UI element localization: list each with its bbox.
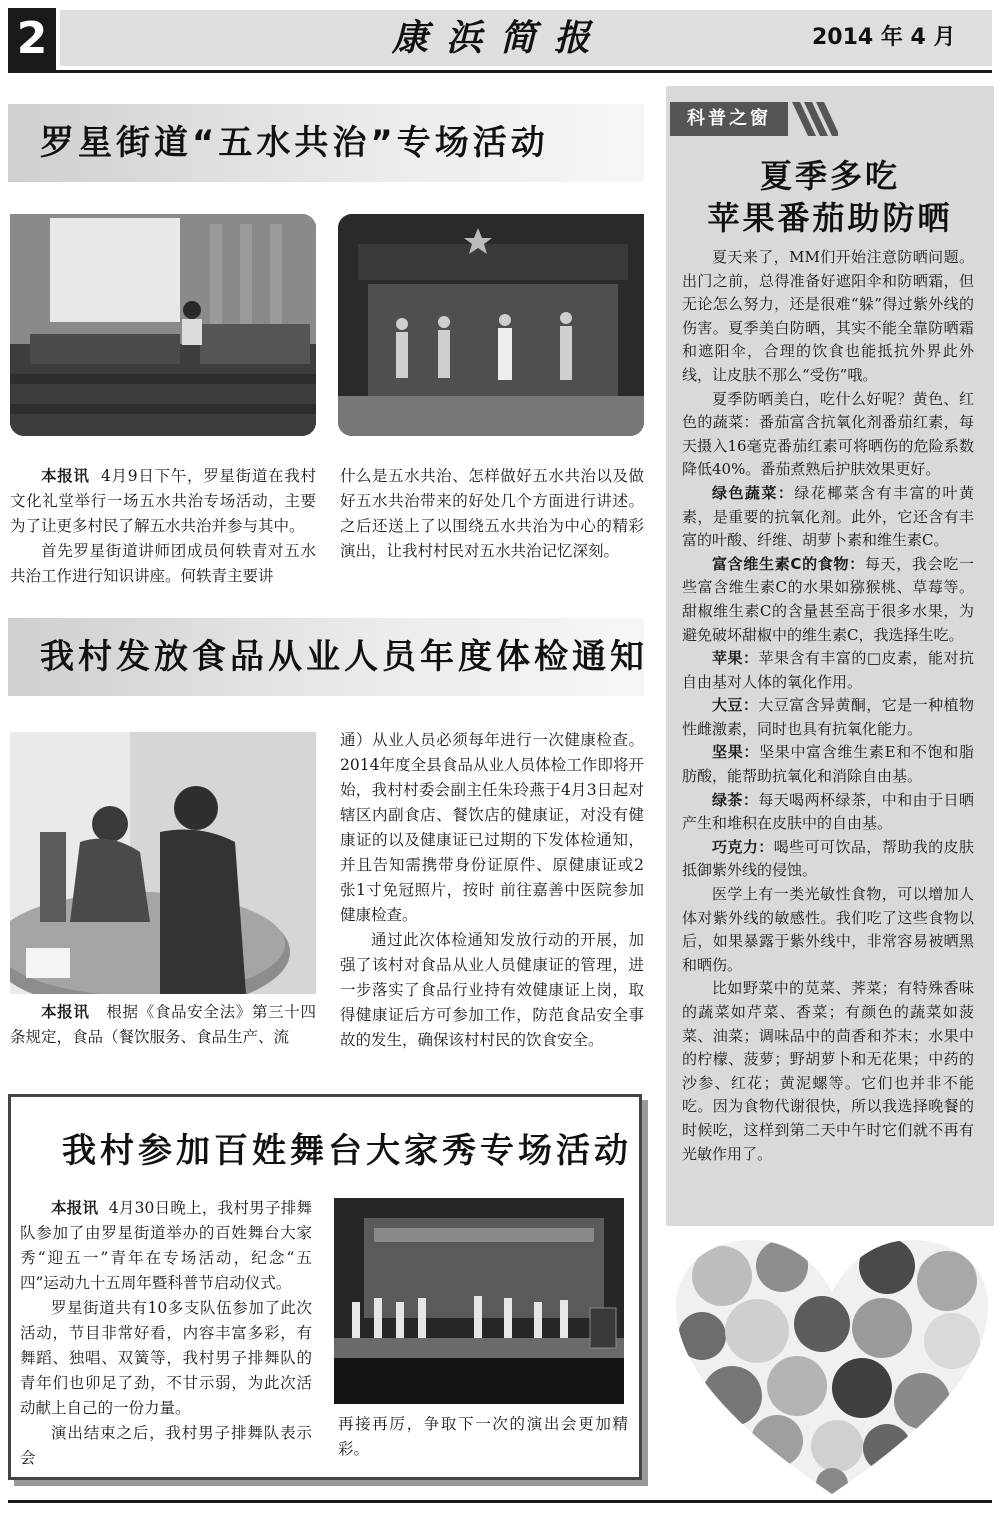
- article2-byline: 本报讯: [41, 1003, 90, 1021]
- signing-documents-photo: [10, 732, 316, 994]
- page-number: 2: [8, 8, 56, 70]
- sidebar-item-label: 绿色蔬菜：: [712, 483, 795, 502]
- sidebar-item-text: 每天喝两杯绿茶，中和由于日晒产生和堆积在皮肤中的自由基。: [682, 790, 974, 833]
- article3-col1: [20, 1196, 312, 1471]
- sidebar-item-text: 苹果含有丰富的□皮素，能对抗自由基对人体的氧化作用。: [682, 649, 974, 691]
- article1-para3: 什么是五水共治、怎样做好五水共治以及做好五水共治带来的好处几个方面进行讲述。之后还送上了以围绕五水共治为中心的精彩演出，让我村村民对五水共治记忆深刻。: [340, 467, 644, 560]
- paper-name: 康浜简报: [391, 17, 608, 59]
- sidebar-para2: 夏季防晒美白，吃什么好呢？黄色、红色的蔬菜：番茄富含抗氧化剂番茄红素，每天摄入16毫克番茄红素可将晒伤的危险系数降低40%。番茄煮熟后护肤效果更好。: [682, 389, 974, 479]
- sidebar-item-label: 苹果：: [712, 649, 759, 668]
- lecture-hall-photo: [10, 214, 316, 436]
- lecture-hall-photo-art: [10, 214, 316, 436]
- sidebar-para1: 夏天来了，MM们开始注意防晒问题。出门之前，总得准备好遮阳伞和防晒霜，但无论怎么努力，还是很难“躲”得过紫外线的伤害。夏季美白防晒，其实不能全靠防晒霜和遮阳伞，合理的饮食也能抵抗外界此外线，让皮肤不那么“受伤”哦。: [682, 248, 974, 384]
- sidebar-item-label: 绿茶：: [712, 790, 759, 809]
- sidebar-item: [682, 789, 974, 836]
- sidebar-item: [682, 741, 974, 788]
- article1-para1: 4月9日下午，罗星街道在我村文化礼堂举行一场五水共治专场活动，主要为了让更多村民了解五水共治并参与其中。: [10, 467, 316, 535]
- sidebar-item-text: 喝些可可饮品，帮助我的皮肤抵御紫外线的侵蚀。: [682, 837, 974, 880]
- sidebar-item: [682, 694, 974, 741]
- sidebar-item: [682, 553, 974, 647]
- sidebar-item-label: 富含维生素C的食物：: [712, 554, 865, 573]
- sidebar-item-label: 巧克力：: [712, 837, 774, 856]
- article1-col2: [340, 464, 644, 564]
- slash-icon: [790, 102, 838, 136]
- sidebar-item-label: 坚果：: [712, 743, 760, 762]
- article3-para2: 罗星街道共有10多支队伍参加了此次活动，节目非常好看，内容丰富多彩，有舞蹈、独唱、双簧等，我村男子排舞队的青年们也卯足了劲，不甘示弱，为此次活动献上自己的一份力量。: [20, 1299, 312, 1417]
- sidebar-item: [682, 647, 974, 694]
- article1-para2: 首先罗星街道讲师团成员何轶青对五水共治工作进行知识讲座。何轶青主要讲: [10, 542, 316, 585]
- article2-para2: 通）从业人员必须每年进行一次健康检查。2014年度全县食品从业人员体检工作即将开始，我村村委会副主任朱玲燕于4月3日起对辖区内副食店、餐饮店的健康证，对没有健康证的以及健康证已过期的下发体检通知，并且告知需携带身份证原件、原健康证或2张1寸免冠照片，按时 前往嘉善中医院参加健康检查。: [340, 731, 644, 924]
- article2-col1: [10, 1000, 316, 1050]
- article3-headline: 我村参加百姓舞台大家秀专场活动: [62, 1131, 632, 1171]
- article3-col2: [338, 1412, 628, 1462]
- sidebar-item-label: 大豆：: [712, 696, 759, 715]
- masthead-rule: [8, 70, 992, 73]
- sidebar-item: [682, 836, 974, 883]
- article2-col2: [340, 728, 644, 1053]
- sidebar-item: [682, 482, 974, 553]
- sidebar-item-text: 大豆富含异黄酮，它是一种植物性雌激素，同时也具有抗氧化能力。: [682, 696, 974, 738]
- article1-col1: [10, 464, 316, 589]
- article3-para3-cont: 再接再厉，争取下一次的演出会更加精彩。: [338, 1415, 628, 1458]
- issue-date: 2014 年 4 月: [812, 25, 956, 50]
- sidebar-title-line2: 苹果番茄助防晒: [707, 199, 953, 237]
- article1-headline: 罗星街道“五水共治”专场活动: [40, 123, 549, 163]
- sidebar-body: [682, 246, 974, 1166]
- sidebar-para3: 医学上有一类光敏性食物，可以增加人体对紫外线的敏感性。我们吃了这些食物以后，如果暴露于紫外线中，非常容易被晒黑和晒伤。: [682, 885, 974, 974]
- sidebar-tag: 科普之窗: [670, 102, 788, 136]
- sidebar-item-text: 绿花椰菜含有丰富的叶黄素，是重要的抗氧化剂。此外，它还含有丰富的叶酸、纤维、胡萝卜素和维生素C。: [682, 483, 974, 550]
- sidebar-item-text: 坚果中富含维生素E和不饱和脂肪酸，能帮助抗氧化和消除自由基。: [682, 743, 974, 786]
- stage-speakers-photo: [338, 214, 644, 436]
- stage-speakers-photo-art: [338, 214, 644, 436]
- article2-headline: 我村发放食品从业人员年度体检通知: [40, 637, 648, 677]
- sidebar-title-line1: 夏季多吃: [759, 157, 900, 195]
- sidebar-para4: 比如野菜中的苋菜、荠菜；有特殊香味的蔬菜如芹菜、香菜；有颜色的蔬菜如菠菜、油菜；调味品中的茴香和芥末；水果中的柠檬、菠萝；野胡萝卜和无花果；中药的沙参、红花；黄泥螺等。它们也并非不能吃。因为食物代谢很快，所以我选择晚餐的时候吃，这样到第二天中午时它们就不再有光敏作用了。: [682, 979, 974, 1163]
- bottom-rule: [8, 1500, 992, 1503]
- sidebar-item-text: 每天，我会吃一些富含维生素C的水果如猕猴桃、草莓等。甜椒维生素C的含量甚至高于很多水果，为避免破坏甜椒中的维生素C，我选择生吃。: [682, 554, 974, 644]
- article2-para3: 通过此次体检通知发放行动的开展，加强了该村对食品从业人员健康证的管理，进一步落实了食品行业持有效健康证上岗，取得健康证后方可参加工作，防范食品安全事故的发生，确保该村村民的饮食安全。: [340, 931, 644, 1049]
- stage-performance-photo: [334, 1198, 624, 1404]
- signing-documents-photo-art: [10, 732, 316, 994]
- stage-performance-photo-art: [334, 1198, 624, 1404]
- article3-byline: 本报讯: [51, 1199, 99, 1217]
- article2-para1: 根据《食品安全法》第三十四条规定，食品（餐饮服务、食品生产、流: [10, 1003, 316, 1046]
- article3-para1: 4月30日晚上，我村男子排舞队参加了由罗星街道举办的百姓舞台大家秀“迎五一”青年在专场活动，纪念“五四”运动九十五周年暨科普节启动仪式。: [20, 1199, 312, 1292]
- article1-byline: 本报讯: [41, 467, 90, 485]
- fruit-heart-image: [672, 1236, 992, 1500]
- article3-para3: 演出结束之后，我村男子排舞队表示会: [20, 1424, 312, 1467]
